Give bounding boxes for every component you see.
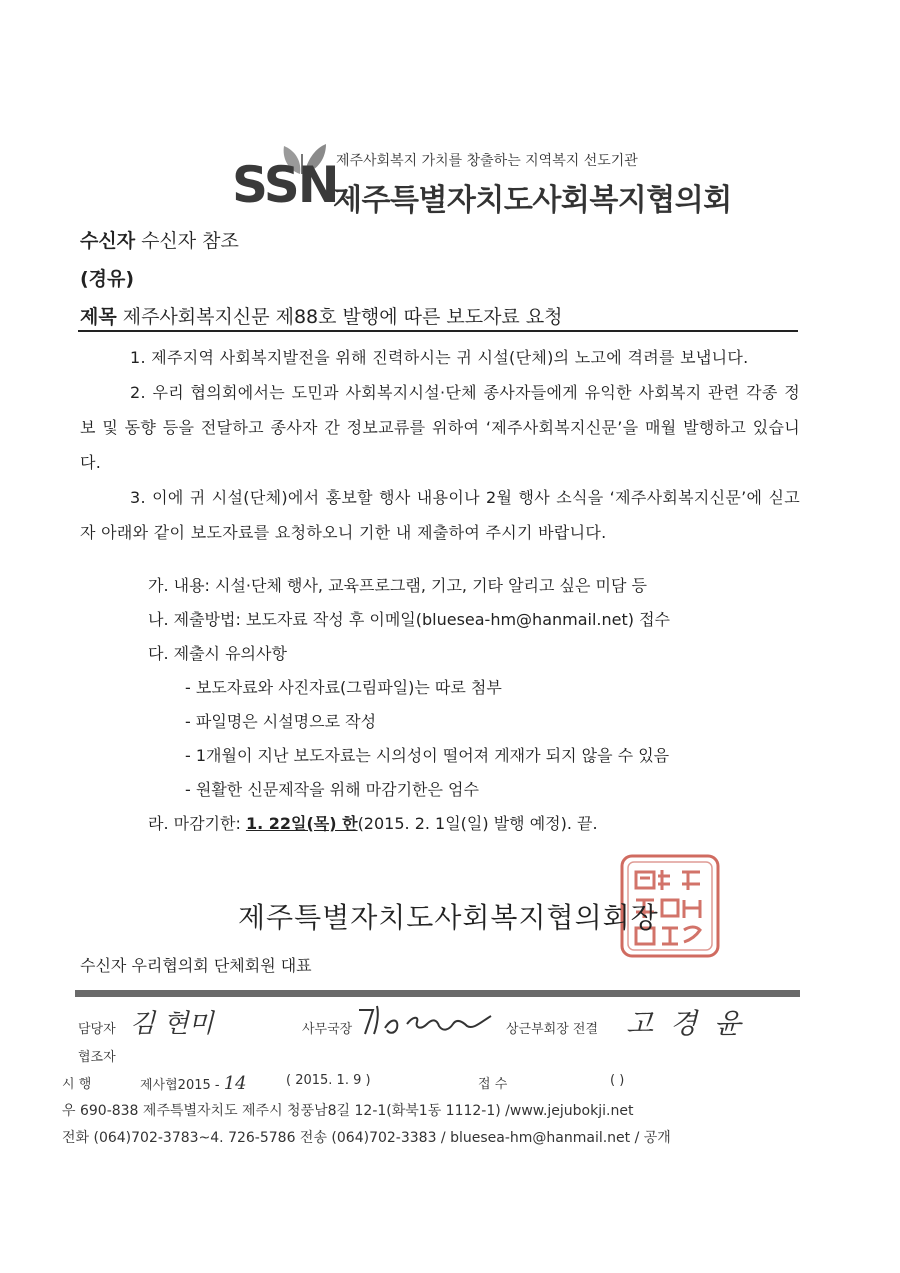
org-address: 우 690-838 제주특별자치도 제주시 청풍남8길 12-1(화북1동 1112-1) /www.jejubokji.net [62, 1103, 634, 1119]
logo-text: SSN [232, 156, 338, 214]
exec-handwritten-number: 14 [223, 1073, 247, 1094]
recipient-value: 수신자 참조 [141, 230, 239, 252]
recipients-list: 수신자 우리협의회 단체회원 대표 [80, 956, 312, 975]
exec-prefix: 제사협2015 - [140, 1078, 224, 1093]
item-notes-heading: 다. 제출시 유의사항 [148, 644, 287, 663]
subject-value: 제주사회복지신문 제88호 발행에 따른 보도자료 요청 [122, 306, 563, 328]
via-label: (경유) [80, 268, 135, 290]
subject-divider [78, 330, 798, 332]
receipt-value: ( ) [610, 1073, 625, 1088]
deadline-date: 1. 22일(목) 한 [245, 814, 358, 833]
recipient-label: 수신자 [80, 230, 136, 252]
body-paragraph-2: 2. 우리 협의회에서는 도민과 사회복지시설·단체 종사자들에게 유익한 사회복지 관련 각종 정보 및 동향 등을 전달하고 종사자 간 정보교류를 위하여 ‘제주사회복지신문’을 매월 발행하고 있습니다. [80, 383, 800, 472]
note-item: - 파일명은 시설명으로 작성 [185, 712, 377, 731]
note-item: - 1개월이 지난 보도자료는 시의성이 떨어져 게재가 되지 않을 수 있음 [185, 746, 670, 765]
item-deadline [148, 811, 598, 834]
footer-divider [75, 990, 800, 997]
subject-label: 제목 [80, 306, 117, 328]
deadline-suffix: (2015. 2. 1일(일) 발행 예정). 끝. [357, 814, 598, 833]
body-paragraph-3: 3. 이에 귀 시설(단체)에서 홍보할 행사 내용이나 2월 행사 소식을 ‘제주사회복지신문’에 싣고자 아래와 같이 보도자료를 요청하오니 기한 내 제출하여 주시기 바랍니다. [80, 488, 800, 542]
receipt-label: 접 수 [478, 1077, 508, 1092]
item-content: 가. 내용: 시설·단체 행사, 교육프로그램, 기고, 기타 알리고 싶은 미담 등 [148, 576, 647, 595]
note-item: - 원활한 신문제작을 위해 마감기한은 엄수 [185, 780, 479, 799]
recipient-line [80, 226, 239, 253]
note-item: - 보도자료와 사진자료(그림파일)는 따로 첨부 [185, 678, 502, 697]
coop-label: 협조자 [78, 1050, 116, 1065]
org-name-header: 제주특별자치도사회복지협의회 [333, 183, 732, 218]
org-slogan: 제주사회복지 가치를 창출하는 지역복지 선도기관 [336, 153, 638, 169]
via-line [80, 264, 140, 291]
org-contact: 전화 (064)702-3783~4. 726-5786 전송 (064)702-3383 / bluesea-hm@hanmail.net / 공개 [62, 1130, 671, 1146]
sender-name: 제주특별자치도사회복지협의회장 [238, 901, 659, 934]
deadline-prefix: 라. 마감기한: [148, 814, 246, 833]
staff-label: 담당자 [78, 1022, 116, 1037]
exec-doc-number [140, 1073, 247, 1094]
exec-date: ( 2015. 1. 9 ) [286, 1073, 371, 1088]
vice-chair-signature: 고 경 윤 [626, 1007, 745, 1040]
staff-signature: 김 현미 [130, 1009, 214, 1039]
subject-line [80, 302, 563, 329]
vice-chair-label: 상근부회장 전결 [506, 1022, 599, 1037]
secretary-signature-icon [355, 1000, 500, 1040]
exec-label: 시 행 [62, 1077, 92, 1092]
item-submission-method: 나. 제출방법: 보도자료 작성 후 이메일(bluesea-hm@hanmail.net) 접수 [148, 610, 671, 629]
body-paragraph-1: 1. 제주지역 사회복지발전을 위해 진력하시는 귀 시설(단체)의 노고에 격려를 보냅니다. [130, 348, 749, 367]
secretary-label: 사무국장 [302, 1022, 353, 1037]
